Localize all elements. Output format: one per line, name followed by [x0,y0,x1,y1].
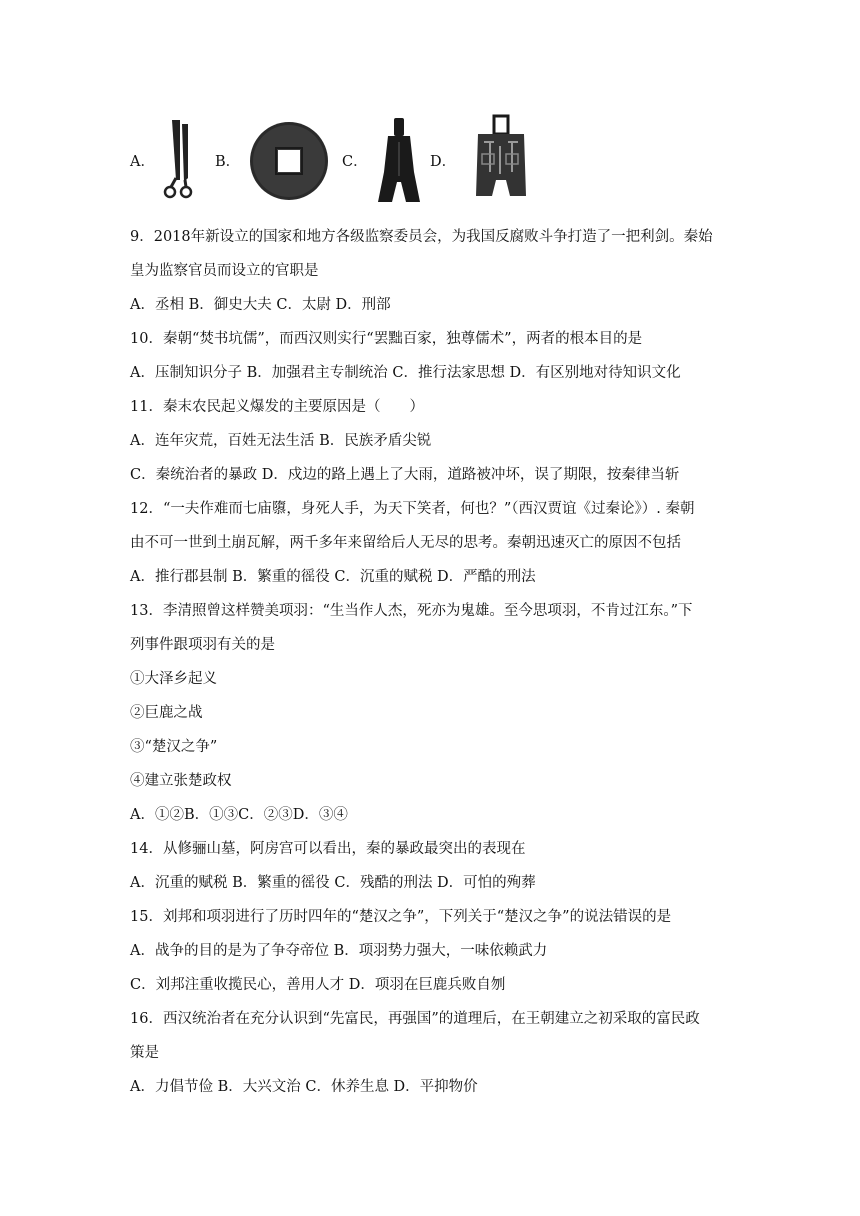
cloth-money-icon [470,114,532,198]
text-line: ④建立张楚政权 [130,773,232,789]
text-line: 9．2018年新设立的国家和地方各级监察委员会，为我国反腐败斗争打造了一把利剑。秦始 [130,229,713,245]
text-line: A．丞相 B．御史大夫 C．太尉 D．刑部 [130,297,391,313]
text-line: ③“楚汉之争” [130,739,218,755]
option-d-label: D． [430,154,457,170]
text-line: A．压制知识分子 B．加强君主专制统治 C．推行法家思想 D．有区别地对待知识文化 [130,365,681,381]
round-coin-icon [248,120,330,202]
text-line: A．战争的目的是为了争夺帝位 B．项羽势力强大，一味依赖武力 [130,943,548,959]
text-line: 16．西汉统治者在充分认识到“先富民，再强国”的道理后，在王朝建立之初采取的富民政 [130,1011,700,1027]
option-b-label: B． [215,154,241,170]
text-line: 12．“一夫作难而七庙隳，身死人手，为天下笑者，何也？”（西汉贾谊《过秦论》）. 秦朝 [130,501,695,517]
text-line: A．推行郡县制 B．繁重的徭役 C．沉重的赋税 D．严酷的刑法 [130,569,536,585]
option-c-label: C． [342,154,368,170]
text-line: 列事件跟项羽有关的是 [130,637,275,653]
text-line: C．刘邦注重收揽民心，善用人才 D．项羽在巨鹿兵败自刎 [130,977,506,993]
coin-options-row [130,108,550,208]
text-line: 皇为监察官员而设立的官职是 [130,263,319,279]
question-text-block [130,220,750,1104]
spade-money-icon [374,116,424,206]
text-line: C．秦统治者的暴政 D．戍边的路上遇上了大雨，道路被冲坏，误了期限，按秦律当斩 [130,467,680,483]
text-line: ①大泽乡起义 [130,671,217,687]
text-line: 10．秦朝“焚书坑儒”，而西汉则实行“罢黜百家，独尊儒术”，两者的根本目的是 [130,331,643,347]
text-line: 14．从修骊山墓，阿房宫可以看出，秦的暴政最突出的表现在 [130,841,526,857]
text-line: A．力倡节俭 B．大兴文治 C．休养生息 D．平抑物价 [130,1079,478,1095]
option-a-label: A． [130,154,155,170]
text-line: 由不可一世到土崩瓦解，两千多年来留给后人无尽的思考。秦朝迅速灭亡的原因不包括 [130,535,681,551]
text-line: ②巨鹿之战 [130,705,203,721]
text-line: A．连年灾荒，百姓无法生活 B．民族矛盾尖锐 [130,433,432,449]
knife-money-icon [158,118,198,202]
text-line: A．①②B．①③C．②③D．③④ [130,807,348,823]
text-line: 策是 [130,1045,159,1061]
text-line: A．沉重的赋税 B．繁重的徭役 C．残酷的刑法 D．可怕的殉葬 [130,875,536,891]
text-line: 11．秦末农民起义爆发的主要原因是（ ） [130,399,424,415]
text-line: 15．刘邦和项羽进行了历时四年的“楚汉之争”，下列关于“楚汉之争”的说法错误的是 [130,909,672,925]
text-line: 13．李清照曾这样赞美项羽：“生当作人杰，死亦为鬼雄。至今思项羽，不肯过江东。”下 [130,603,693,619]
